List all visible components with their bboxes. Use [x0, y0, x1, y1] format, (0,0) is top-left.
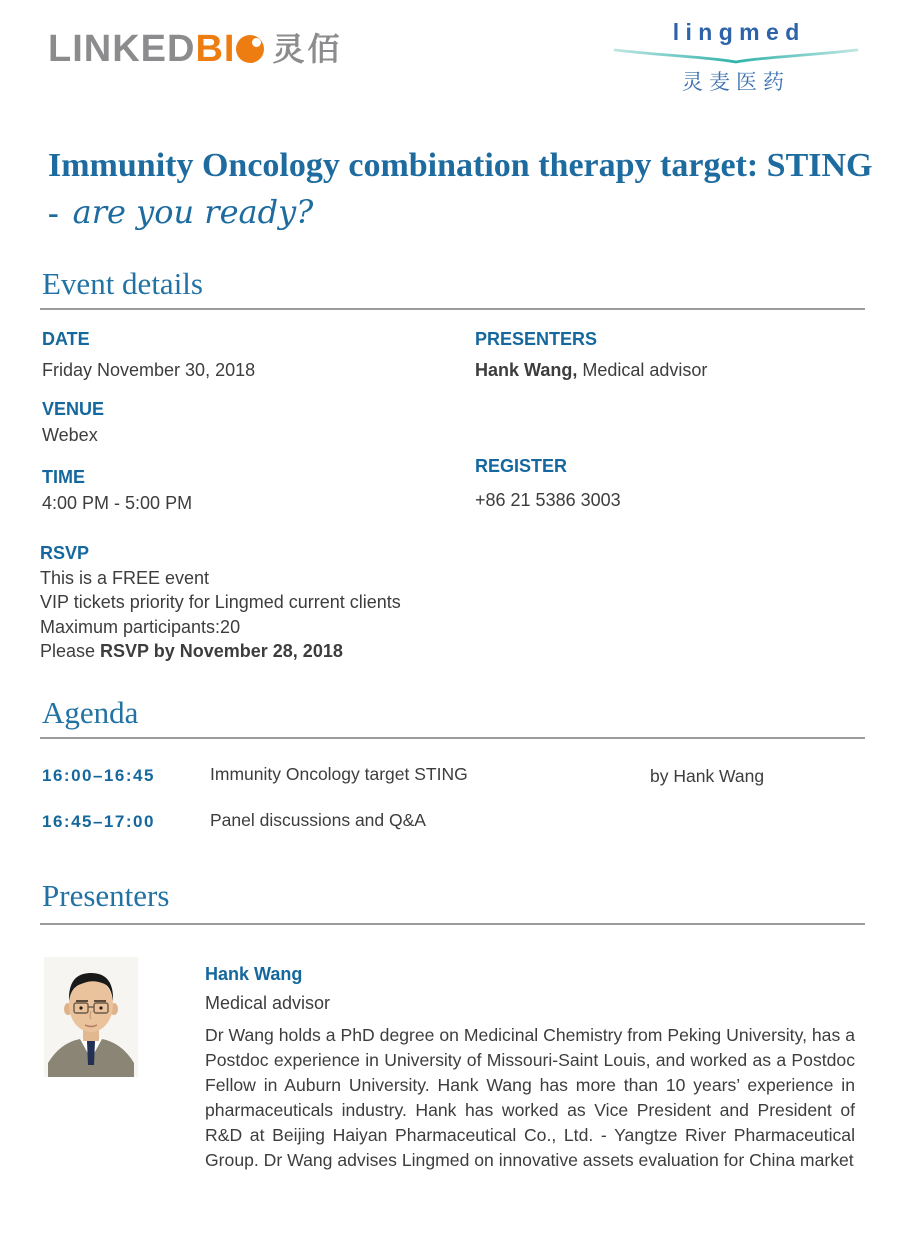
register-label: REGISTER	[475, 456, 568, 476]
rsvp-deadline-bold: RSVP by November 28, 2018	[100, 641, 343, 662]
date-value: Friday November 30, 2018	[42, 360, 256, 380]
presenter-role-inline: Medical advisor	[577, 360, 708, 380]
venue-label: VENUE	[42, 399, 105, 419]
rsvp-label: RSVP	[40, 543, 90, 563]
agenda-row-1-time: 16:00–16:45	[42, 766, 155, 785]
linkedbio-wordmark-gray: LINKED	[48, 28, 196, 70]
linkedbio-logo	[48, 30, 342, 68]
event-title	[48, 146, 873, 231]
agenda-row-2-time: 16:45–17:00	[42, 812, 155, 831]
agenda-heading: Agenda	[42, 695, 139, 730]
time-label: TIME	[42, 467, 85, 487]
lingmed-logo	[612, 20, 860, 96]
linkedbio-o-disc-icon	[236, 35, 264, 63]
lingmed-swoosh-icon	[612, 45, 860, 65]
rsvp-line-deadline	[40, 639, 401, 664]
time-value: 4:00 PM - 5:00 PM	[42, 493, 193, 513]
register-phone: +86 21 5386 3003	[475, 490, 621, 510]
presenters-label: PRESENTERS	[475, 329, 598, 349]
agenda-row-2-topic: Panel discussions and Q&A	[210, 810, 426, 830]
presenter-bio-role: Medical advisor	[205, 993, 331, 1013]
lingmed-chinese-name: 灵麦医药	[682, 71, 790, 95]
presenters-value	[475, 359, 707, 382]
rsvp-block	[40, 541, 401, 664]
venue-value: Webex	[42, 425, 98, 445]
lingmed-wordmark: l i n g m e d	[672, 19, 800, 45]
rsvp-line-max: Maximum participants:20	[40, 616, 241, 637]
event-title-line1: Immunity Oncology combination therapy target: STING	[48, 147, 873, 184]
rsvp-line-vip: VIP tickets priority for Lingmed current clients	[40, 592, 401, 613]
presenter-bio-name: Hank Wang	[205, 964, 303, 984]
date-label: DATE	[42, 329, 90, 349]
presenters-rule	[40, 923, 865, 925]
event-details-rule	[40, 308, 865, 310]
presenters-heading: Presenters	[42, 878, 170, 913]
event-details-heading: Event details	[42, 266, 203, 301]
presenter-bio-text: Dr Wang holds a PhD degree on Medicinal Chemistry from Peking University, has a Postdoc experience in University of Missouri-Saint Louis, and worked as a Postdoc Fellow in Auburn University. Hank Wang has more than 10 years’ experience in pharmaceuticals industry. Hank has worked as Vice President and President of R&D at Beijing Haiyan Pharmaceutical Co., Ltd. - Yangtze River Pharmaceutical Group. Dr Wang advises Lingmed on innovative assets evaluation for China market	[205, 1025, 855, 1170]
title-script-text: are you ready?	[72, 192, 314, 231]
linkedbio-wordmark-orange: BI	[195, 28, 236, 70]
linkedbio-chinese-name: 灵佰	[272, 31, 343, 67]
rsvp-deadline-prefix: Please	[40, 641, 101, 662]
presenter-photo	[44, 957, 138, 1077]
agenda-row-1-presenter: by Hank Wang	[650, 766, 765, 786]
agenda-rule	[40, 737, 865, 739]
event-title-line2	[48, 193, 873, 231]
agenda-row-1-topic: Immunity Oncology target STING	[210, 764, 468, 784]
rsvp-line-free-event: This is a FREE event	[40, 567, 210, 588]
presenter-name-inline: Hank Wang,	[475, 360, 578, 380]
title-dash: -	[48, 193, 59, 230]
